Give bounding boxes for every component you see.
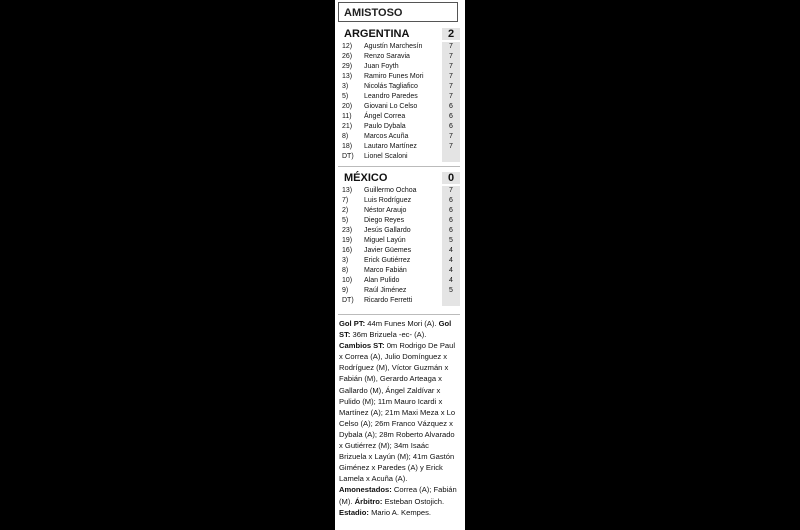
player-row xyxy=(338,296,460,306)
player-row xyxy=(338,206,460,216)
player-name: Erick Gutiérrez xyxy=(364,257,411,264)
player-number: DT) xyxy=(342,297,354,304)
player-rating: 4 xyxy=(449,247,453,254)
player-row xyxy=(338,276,460,286)
player-number: 10) xyxy=(342,277,353,284)
player-number: 29) xyxy=(342,63,353,70)
player-row xyxy=(338,286,460,296)
player-rating: 7 xyxy=(449,73,453,80)
player-rating: 5 xyxy=(449,237,453,244)
player-name: Renzo Saravia xyxy=(364,53,410,60)
player-number: 13) xyxy=(342,187,353,194)
player-name: Néstor Araujo xyxy=(364,207,407,214)
player-rating: 7 xyxy=(449,43,453,50)
player-rating: 7 xyxy=(449,63,453,70)
player-rating: 7 xyxy=(449,93,453,100)
player-number: 5) xyxy=(342,93,349,100)
team-header xyxy=(338,170,460,186)
player-row xyxy=(338,62,460,72)
player-row xyxy=(338,82,460,92)
team-goals: 2 xyxy=(442,28,460,40)
player-name: Miguel Layún xyxy=(364,237,406,244)
player-number: 18) xyxy=(342,143,353,150)
player-number: 16) xyxy=(342,247,353,254)
player-name: Paulo Dybala xyxy=(364,123,406,130)
player-row xyxy=(338,246,460,256)
team-name: ARGENTINA xyxy=(344,28,410,40)
match-summary xyxy=(339,318,457,518)
referee-label: Árbitro: xyxy=(354,496,383,506)
player-row xyxy=(338,152,460,162)
player-list xyxy=(338,186,460,306)
player-row xyxy=(338,112,460,122)
player-list xyxy=(338,42,460,162)
player-rating: 6 xyxy=(449,217,453,224)
team-name: MÉXICO xyxy=(344,172,388,184)
player-rating: 6 xyxy=(449,113,453,120)
player-rating: 6 xyxy=(449,103,453,110)
player-row xyxy=(338,186,460,196)
player-number: 7) xyxy=(342,197,349,204)
player-name: Marco Fabián xyxy=(364,267,407,274)
player-rating: 7 xyxy=(449,187,453,194)
player-rating: 7 xyxy=(449,53,453,60)
player-number: 8) xyxy=(342,133,349,140)
substitutions-label: Cambios ST: xyxy=(339,341,385,351)
player-name: Juan Foyth xyxy=(364,63,399,70)
player-row xyxy=(338,256,460,266)
player-row xyxy=(338,216,460,226)
player-row xyxy=(338,102,460,112)
player-rating: 4 xyxy=(449,267,453,274)
player-number: 13) xyxy=(342,73,353,80)
player-row xyxy=(338,226,460,236)
substitutions-text: 0m Rodrigo De Paul x Correa (A), Julio Domínguez x Rodríguez (M), Víctor Guzmán x Fabián (M), Gerardo Arteaga x Gallardo (M), Ángel Zaldívar x Pulido (M); 11m Mauro Icardi x Martínez (A); 21m Maxi Meza x Lo Celso (A); 26m Franco Vázquez x Dybala (A); 28m Roberto Alvarado x Gutiérrez (M); 34m Isaác Brizuela x Layún (M); 41m Gastón Giménez x Paredes (A) y Erick Lamela x Acuña (A). xyxy=(339,341,456,484)
player-row xyxy=(338,122,460,132)
player-number: 19) xyxy=(342,237,353,244)
player-row xyxy=(338,72,460,82)
player-name: Lautaro Martínez xyxy=(364,143,417,150)
goal-label: Gol ST: xyxy=(339,319,452,340)
player-name: Agustín Marchesín xyxy=(364,43,423,50)
player-rating: 6 xyxy=(449,123,453,130)
player-name: Leandro Paredes xyxy=(364,93,418,100)
player-number: 26) xyxy=(342,53,353,60)
player-number: 20) xyxy=(342,103,353,110)
player-name: Raúl Jiménez xyxy=(364,287,407,294)
player-name: Jesús Gallardo xyxy=(364,227,411,234)
player-number: 12) xyxy=(342,43,353,50)
player-name: Javier Güemes xyxy=(364,247,412,254)
referee-text: Esteban Ostojich. xyxy=(382,496,445,506)
player-row xyxy=(338,132,460,142)
player-rating: 4 xyxy=(449,277,453,284)
player-rating: 6 xyxy=(449,227,453,234)
player-row xyxy=(338,266,460,276)
stadium-text: Mario A. Kempes. xyxy=(368,507,432,517)
team-argentina xyxy=(338,26,460,162)
player-rating: 4 xyxy=(449,257,453,264)
player-number: 3) xyxy=(342,257,349,264)
player-rating: 7 xyxy=(449,133,453,140)
match-type-header: AMISTOSO xyxy=(338,2,458,22)
player-name: Nicolás Tagliafico xyxy=(364,83,418,90)
player-name: Diego Reyes xyxy=(364,217,405,224)
player-number: 3) xyxy=(342,83,349,90)
player-rating xyxy=(442,152,460,162)
player-name: Ángel Correa xyxy=(364,113,406,120)
player-number: 2) xyxy=(342,207,349,214)
player-row xyxy=(338,92,460,102)
player-row xyxy=(338,236,460,246)
player-rating: 5 xyxy=(449,287,453,294)
divider xyxy=(338,314,460,315)
player-row xyxy=(338,42,460,52)
team-header xyxy=(338,26,460,42)
player-name: Luis Rodríguez xyxy=(364,197,412,204)
player-name: Ramiro Funes Mori xyxy=(364,73,424,80)
player-row xyxy=(338,142,460,152)
player-number: DT) xyxy=(342,153,354,160)
player-name: Alan Pulido xyxy=(364,277,400,284)
player-number: 9) xyxy=(342,287,349,294)
goal-text: 36m Brizuela -ec- (A). xyxy=(350,330,427,340)
goal-text: 44m Funes Mori (A). xyxy=(365,319,437,328)
player-number: 5) xyxy=(342,217,349,224)
player-name: Giovani Lo Celso xyxy=(364,103,418,110)
player-number: 23) xyxy=(342,227,353,234)
player-row xyxy=(338,52,460,62)
player-rating: 7 xyxy=(449,143,453,150)
stadium-label: Estadio: xyxy=(339,507,369,517)
player-rating xyxy=(442,296,460,306)
player-row xyxy=(338,196,460,206)
bookings-label: Amonestados: xyxy=(339,485,392,495)
player-number: 8) xyxy=(342,267,349,274)
player-name: Marcos Acuña xyxy=(364,133,409,140)
player-name: Lionel Scaloni xyxy=(364,153,408,160)
player-rating: 7 xyxy=(449,83,453,90)
player-number: 21) xyxy=(342,123,353,130)
bookings-text: Correa (A); Fabián (M). xyxy=(339,485,457,506)
goal-label: Gol PT: xyxy=(339,319,366,328)
player-rating: 6 xyxy=(449,197,453,204)
player-name: Ricardo Ferretti xyxy=(364,297,413,304)
player-name: Guillermo Ochoa xyxy=(364,187,417,194)
team-mexico xyxy=(338,170,460,306)
team-goals: 0 xyxy=(442,172,460,184)
player-rating: 6 xyxy=(449,207,453,214)
player-number: 11) xyxy=(342,113,352,120)
divider xyxy=(338,166,460,167)
